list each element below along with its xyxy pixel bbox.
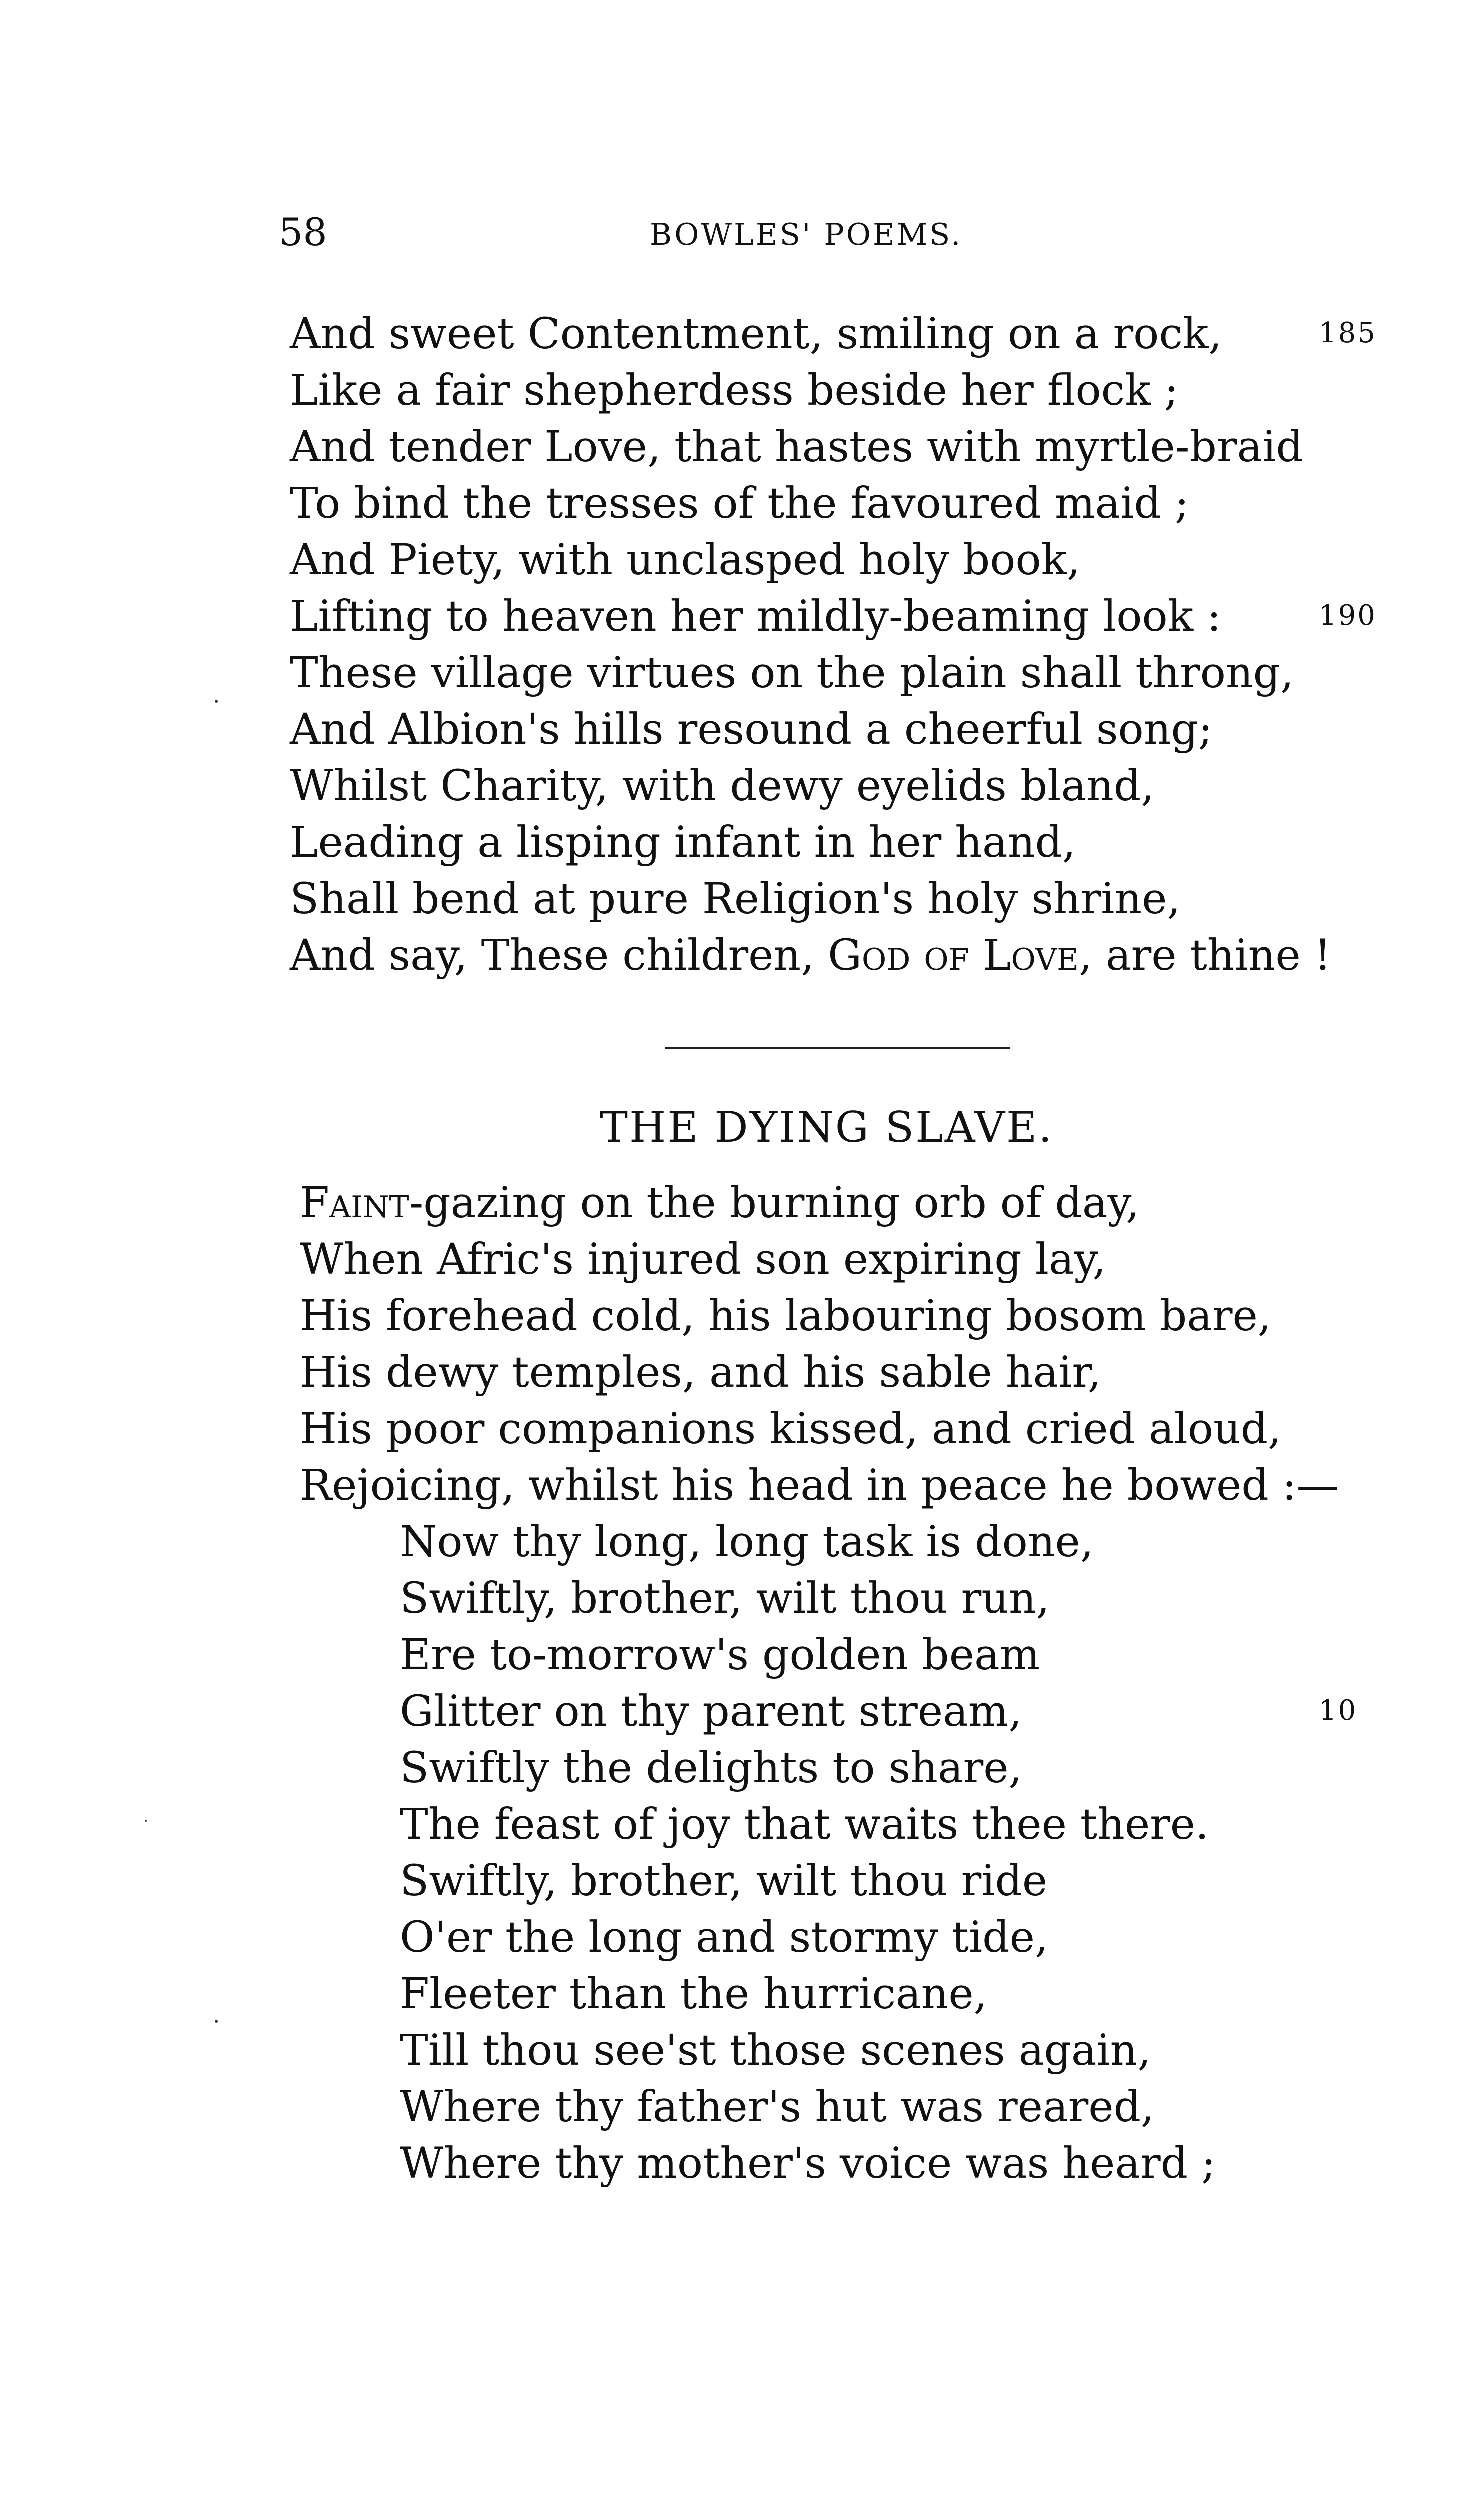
verse-line: Shall bend at pure Religion's holy shrine, — [290, 874, 1181, 924]
line-number: 10 — [1319, 1694, 1358, 1727]
verse-line: His poor companions kissed, and cried aloud, — [300, 1404, 1282, 1454]
song-line: Till thou see'st those scenes again, — [400, 2026, 1152, 2076]
song-line: Ere to-morrow's golden beam — [400, 1630, 1040, 1680]
paper-speck — [215, 700, 218, 703]
song-line: Glitter on thy parent stream, 10 — [400, 1687, 1358, 1736]
verse-line: And Piety, with unclasped holy book, — [290, 536, 1081, 585]
verse-line: To bind the tresses of the favoured maid ; — [290, 479, 1190, 528]
verse-line: His dewy temples, and his sable hair, — [300, 1348, 1102, 1398]
verse-line: Lifting to heaven her mildly-beaming look : 190 — [290, 592, 1377, 642]
verse-line: And Albion's hills resound a cheerful song; — [290, 705, 1213, 754]
verse-line: And sweet Contentment, smiling on a rock, 185 — [290, 310, 1377, 359]
poem-one-verse — [290, 306, 1377, 984]
song-line: Swiftly, brother, wilt thou run, — [400, 1574, 1050, 1624]
running-head: BOWLES' POEMS. — [650, 218, 963, 252]
song-line: Swiftly, brother, wilt thou ride — [400, 1856, 1048, 1906]
verse-line: Faint-gazing on the burning orb of day, — [300, 1178, 1140, 1228]
verse-line: These village virtues on the plain shall throng, — [290, 648, 1294, 698]
song-line: O'er the long and stormy tide, — [400, 1913, 1048, 1962]
song-line: Swiftly the delights to share, — [400, 1744, 1022, 1793]
verse-line: Whilst Charity, with dewy eyelids bland, — [290, 762, 1155, 811]
poem-title: THE DYING SLAVE. — [600, 1103, 1054, 1152]
song-line: Where thy father's hut was reared, — [400, 2082, 1154, 2132]
verse-line: When Afric's injured son expiring lay, — [300, 1235, 1106, 1284]
verse-line: Leading a lisping infant in her hand, — [290, 818, 1076, 868]
paper-speck — [215, 2020, 218, 2023]
song-line: Where thy mother's voice was heard ; — [400, 2139, 1216, 2188]
song-line: The feast of joy that waits thee there. — [400, 1800, 1210, 1850]
line-number: 185 — [1319, 317, 1377, 350]
page-number: 58 — [279, 210, 328, 254]
poem-two-verse — [300, 1175, 1375, 2192]
section-divider — [665, 1048, 1010, 1050]
verse-line: Rejoicing, whilst his head in peace he bowed :— — [300, 1461, 1340, 1510]
verse-line: And say, These children, God of Love, are thine ! — [290, 931, 1332, 980]
verse-line: His forehead cold, his labouring bosom bare, — [300, 1292, 1272, 1341]
song-line: Fleeter than the hurricane, — [400, 1970, 988, 2019]
song-line: Now thy long, long task is done, — [400, 1518, 1094, 1567]
line-number: 190 — [1319, 600, 1377, 632]
verse-line: Like a fair shepherdess beside her flock ; — [290, 366, 1179, 416]
verse-line: And tender Love, that hastes with myrtle-braid — [290, 422, 1304, 472]
paper-speck — [145, 1820, 147, 1822]
